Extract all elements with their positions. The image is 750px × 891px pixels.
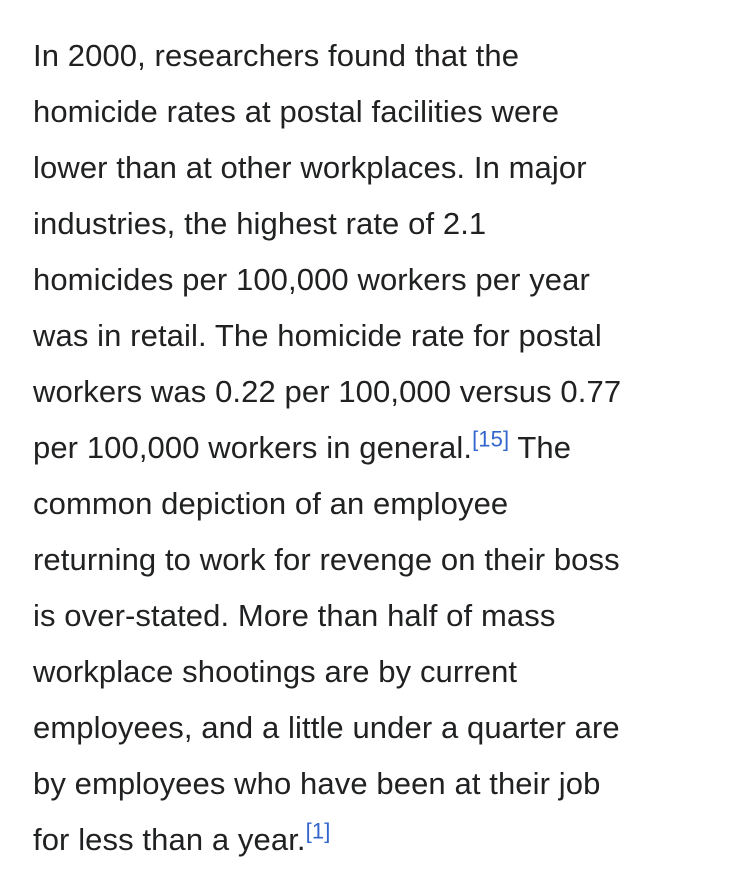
paragraph-text: per 100,000 workers in general.: [33, 430, 473, 465]
paragraph-line: by employees who have been at their job: [33, 766, 601, 801]
paragraph-line: workplace shootings are by current: [33, 654, 518, 689]
paragraph-line: is over-stated. More than half of mass: [33, 598, 556, 633]
paragraph-line: lower than at other workplaces. In major: [33, 150, 587, 185]
article-paragraph: [33, 28, 723, 868]
paragraph-text: for less than a year.: [33, 822, 306, 857]
paragraph-line: homicide rates at postal facilities were: [33, 94, 560, 129]
paragraph-line: industries, the highest rate of 2.1: [33, 206, 487, 241]
citation-link-1[interactable]: [1]: [305, 818, 331, 844]
paragraph-line: employees, and a little under a quarter are: [33, 710, 620, 745]
paragraph-line: was in retail. The homicide rate for postal: [33, 318, 602, 353]
paragraph-line-with-citation: [33, 420, 723, 476]
paragraph-line: returning to work for revenge on their boss: [33, 542, 620, 577]
paragraph-line: common depiction of an employee: [33, 486, 509, 521]
paragraph-line-with-citation: [33, 812, 723, 868]
citation-link-15[interactable]: [15]: [472, 426, 510, 452]
paragraph-text: The: [509, 430, 572, 465]
paragraph-line: workers was 0.22 per 100,000 versus 0.77: [33, 374, 622, 409]
paragraph-line: In 2000, researchers found that the: [33, 38, 520, 73]
paragraph-line: homicides per 100,000 workers per year: [33, 262, 590, 297]
